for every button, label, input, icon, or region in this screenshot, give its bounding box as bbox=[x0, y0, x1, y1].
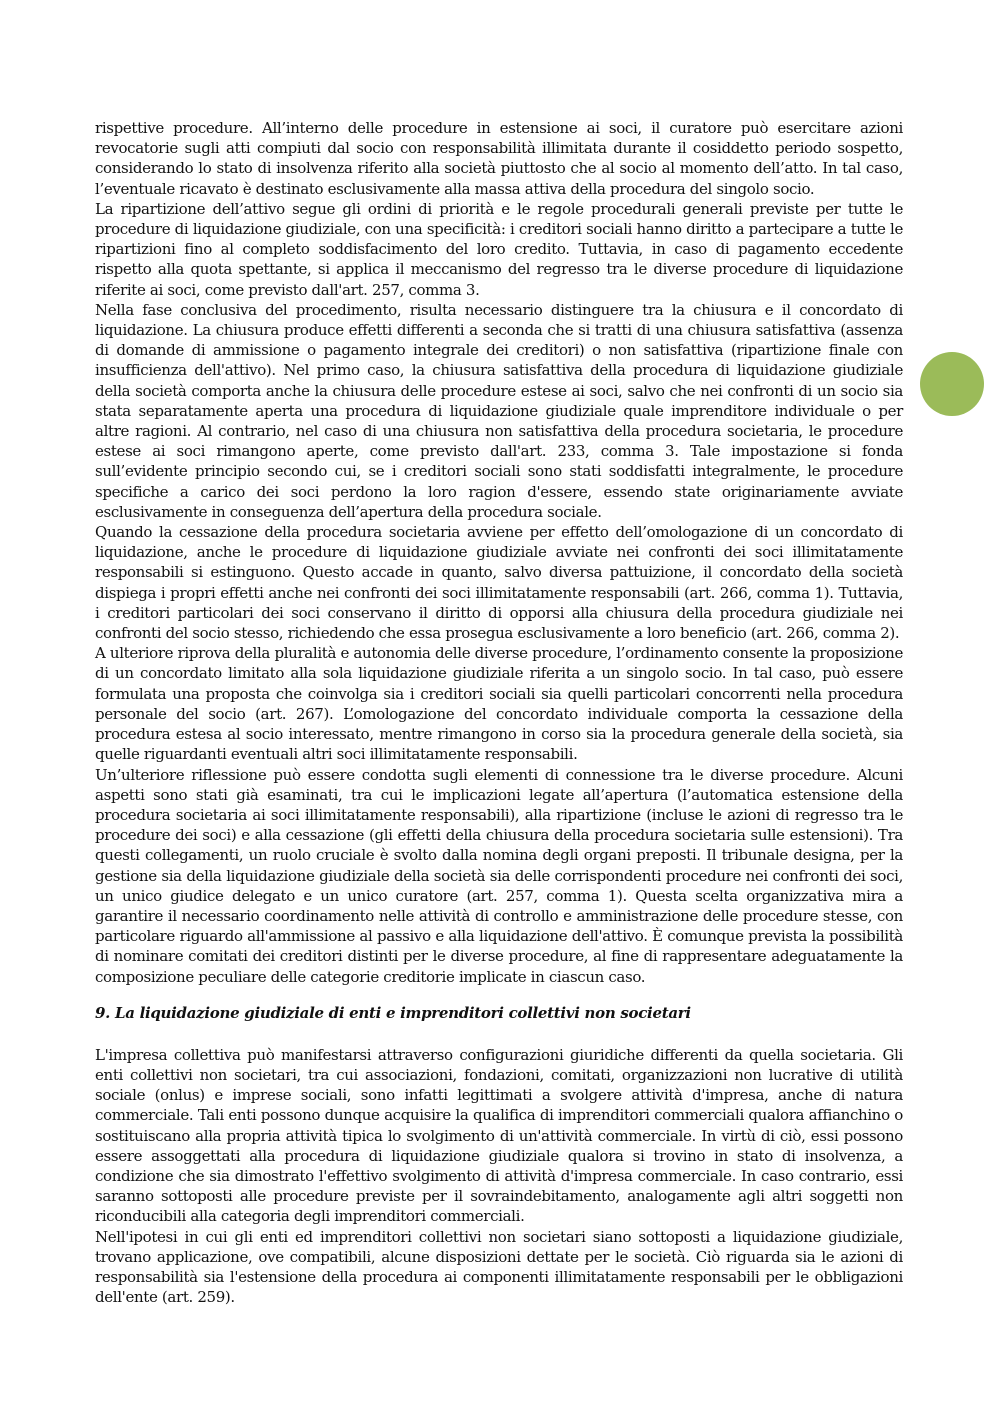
document-body bbox=[95, 118, 903, 1307]
paragraph: La ripartizione dell’attivo segue gli ordini di priorità e le regole procedurali generali previste per tutte le procedure di liquidazione giudiziale, con una specificità: i creditori sociali hanno diritto a partecipare a tutte le ripartizioni fino al completo soddisfacimento del loro credito. Tuttavia, in caso di pagamento eccedente rispetto alla quota spettante, si applica il meccanismo del regresso tra le diverse procedure di liquidazione riferite ai soci, come previsto dall'art. 257, comma 3. bbox=[95, 199, 903, 299]
paragraph: L'impresa collettiva può manifestarsi attraverso configurazioni giuridiche differenti da quella societaria. Gli enti collettivi non societari, tra cui associazioni, fondazioni, comitati, organizzazioni non lucrative di utilità sociale (onlus) e imprese sociali, sono infatti legittimati a svolgere attività d'impresa, anche di natura commerciale. Tali enti possono dunque acquisire la qualifica di imprenditori commerciali qualora affianchino o sostituiscano alla propria attività tipica lo svolgimento di un'attività commerciale. In virtù di ciò, essi possono essere assoggettati alla procedura di liquidazione giudiziale qualora si trovino in stato di insolvenza, a condizione che sia dimostrato l'effettivo svolgimento di attività d'impresa commerciale. In caso contrario, essi saranno sottoposti alle procedure previste per il sovraindebitamento, analogamente agli altri soggetti non riconducibili alla categoria degli imprenditori commerciali. bbox=[95, 1045, 903, 1226]
paragraph: A ulteriore riprova della pluralità e autonomia delle diverse procedure, l’ordinamento consente la proposizione di un concordato limitato alla sola liquidazione giudiziale riferita a un singolo socio. In tal caso, può essere formulata una proposta che coinvolga sia i creditori sociali sia quelli particolari concorrenti nella procedura personale del socio (art. 267). L’omologazione del concordato individuale comporta la cessazione della procedura estesa al socio interessato, mentre rimangono in corso sia la procedura generale della società, sia quelle riguardanti eventuali altri soci illimitatamente responsabili. bbox=[95, 644, 903, 764]
paragraph: Un’ulteriore riflessione può essere condotta sugli elementi di connessione tra le diverse procedure. Alcuni aspetti sono stati già esaminati, tra cui le implicazioni legate all’apertura (l’automatica estensione della procedura societaria ai soci illimitatamente responsabili), alla ripartizione (incluse le azioni di regresso tra le procedure dei soci) e alla cessazione (gli effetti della chiusura della procedura societaria sulle estensioni). Tra questi collegamenti, un ruolo cruciale è svolto dalla nomina degli organi preposti. Il tribunale designa, per la gestione sia della liquidazione giudiziale della società sia delle corrispondenti procedure nei confronti dei soci, un unico giudice delegato e un unico curatore (art. 257, comma 1). Questa scelta organizzativa mira a garantire il necessario coordinamento nelle attività di controllo e amministrazione delle procedure stesse, con particolare riguardo all'ammissione al passivo e alla liquidazione dell'attivo. È comunque prevista la possibilità di nominare comitati dei creditori distinti per le diverse procedure, al fine di rappresentare adeguatamente la composizione peculiare delle categorie creditorie implicate in ciascun caso. bbox=[95, 765, 903, 986]
paragraph: Nella fase conclusiva del procedimento, risulta necessario distinguere tra la chiusura e il concordato di liquidazione. La chiusura produce effetti differenti a seconda che si tratti di una chiusura satisfattiva (assenza di domande di ammissione o pagamento integrale dei creditori) o non satisfattiva (ripartizione finale con insufficienza dell'attivo). Nel primo caso, la chiusura satisfattiva della procedura di liquidazione giudiziale della società comporta anche la chiusura delle procedure estese ai soci, salvo che nei confronti di un socio sia stata separatamente aperta una procedura di liquidazione giudiziale quale imprenditore individuale o per altre ragioni. Al contrario, nel caso di una chiusura non satisfattiva della procedura societaria, le procedure estese ai soci rimangono aperte, come previsto dall'art. 233, comma 3. Tale impostazione si fonda sull’evidente principio secondo cui, se i creditori sociali sono stati soddisfatti integralmente, le procedure specifiche a carico dei soci perdono la loro ragion d'essere, essendo state originariamente avviate esclusivamente in conseguenza dell’apertura della procedura sociale. bbox=[95, 300, 903, 521]
page-tab-marker bbox=[920, 352, 984, 416]
paragraph: Nell'ipotesi in cui gli enti ed imprenditori collettivi non societari siano sottoposti a liquidazione giudiziale, trovano applicazione, ove compatibili, alcune disposizioni dettate per le società. Ciò riguarda sia le azioni di responsabilità sia l'estensione della procedura ai componenti illimitatamente responsabili per le obbligazioni dell'ente (art. 259). bbox=[95, 1227, 903, 1307]
paragraph: Quando la cessazione della procedura societaria avviene per effetto dell’omologazione di un concordato di liquidazione, anche le procedure di liquidazione giudiziale avviate nei confronti dei soci illimitatamente responsabili si estinguono. Questo accade in quanto, salvo diversa pattuizione, il concordato della società dispiega i propri effetti anche nei confronti dei soci illimitatamente responsabili (art. 266, comma 1). Tuttavia, i creditori particolari dei soci conservano il diritto di opporsi alla chiusura della procedura giudiziale nei confronti del socio stesso, richiedendo che essa prosegua esclusivamente a loro beneficio (art. 266, comma 2). bbox=[95, 523, 903, 643]
section-heading: 9. La liquidazione giudiziale di enti e imprenditori collettivi non societari bbox=[95, 1003, 691, 1022]
paragraph: rispettive procedure. All’interno delle procedure in estensione ai soci, il curatore può esercitare azioni revocatorie sugli atti compiuti dal socio con responsabilità illimitata durante il cosiddetto periodo sospetto, considerando lo stato di insolvenza riferito alla società piuttosto che al socio al momento dell’atto. In tal caso, l’eventuale ricavato è destinato esclusivamente alla massa attiva della procedura del singolo socio. bbox=[95, 119, 903, 198]
